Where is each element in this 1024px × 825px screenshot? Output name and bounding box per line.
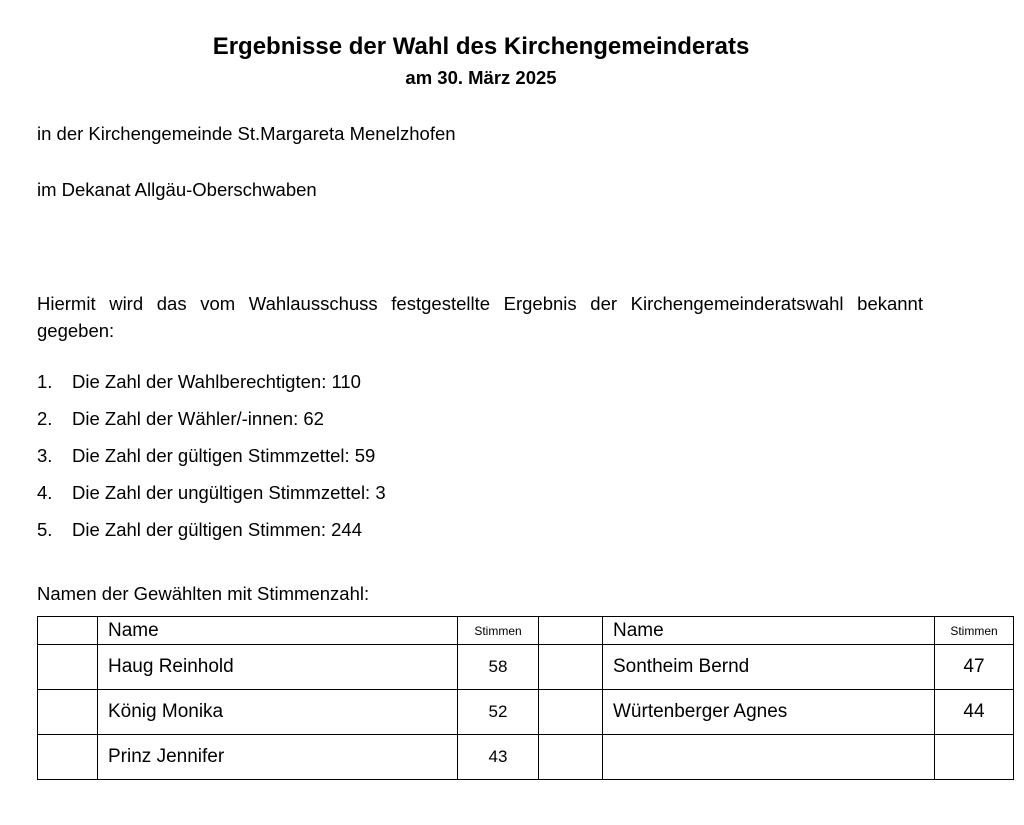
column-header-votes: Stimmen — [458, 617, 539, 645]
statistics-list — [37, 370, 386, 555]
list-item — [37, 481, 386, 518]
vote-count: 47 — [935, 645, 1014, 690]
table-cell — [38, 645, 98, 690]
table-row — [38, 690, 1014, 735]
list-item — [37, 518, 386, 555]
table-row — [38, 645, 1014, 690]
table-cell — [38, 617, 98, 645]
candidate-name: Prinz Jennifer — [98, 735, 458, 780]
list-item — [37, 370, 386, 407]
election-date: am 30. März 2025 — [405, 67, 557, 88]
list-number: 3. — [37, 445, 53, 466]
column-header-name: Name — [603, 617, 935, 645]
list-text: Die Zahl der Wähler/-innen: 62 — [72, 408, 324, 429]
list-text: Die Zahl der gültigen Stimmen: 244 — [72, 519, 362, 540]
table-cell — [38, 735, 98, 780]
list-text: Die Zahl der Wahlberechtigten: 110 — [72, 371, 361, 392]
vote-count: 43 — [458, 735, 539, 780]
list-item — [37, 407, 386, 444]
table-header-row — [38, 617, 1014, 645]
column-header-votes: Stimmen — [935, 617, 1014, 645]
elected-heading: Namen der Gewählten mit Stimmenzahl: — [37, 583, 370, 604]
column-header-name: Name — [98, 617, 458, 645]
deanery-line: im Dekanat Allgäu-Oberschwaben — [37, 179, 317, 200]
candidate-name: König Monika — [98, 690, 458, 735]
vote-count: 58 — [458, 645, 539, 690]
document-title: Ergebnisse der Wahl des Kirchengemeinderats — [212, 33, 750, 60]
vote-count — [935, 735, 1014, 780]
table-cell — [539, 645, 603, 690]
candidate-name — [603, 735, 935, 780]
candidate-name: Sontheim Bernd — [603, 645, 935, 690]
parish-line: in der Kirchengemeinde St.Margareta Menelzhofen — [37, 123, 456, 144]
list-text: Die Zahl der ungültigen Stimmzettel: 3 — [72, 482, 386, 503]
list-number: 1. — [37, 371, 53, 392]
list-number: 4. — [37, 482, 53, 503]
table-row — [38, 735, 1014, 780]
vote-count: 44 — [935, 690, 1014, 735]
table-cell — [539, 690, 603, 735]
intro-paragraph: Hiermit wird das vom Wahlausschuss festgestellte Ergebnis der Kirchengemeinderatswahl bekannt gegeben: — [37, 293, 923, 341]
vote-count: 52 — [458, 690, 539, 735]
candidate-name: Haug Reinhold — [98, 645, 458, 690]
table-cell — [38, 690, 98, 735]
table-cell — [539, 617, 603, 645]
candidate-name: Würtenberger Agnes — [603, 690, 935, 735]
list-number: 2. — [37, 408, 53, 429]
results-table — [37, 616, 1014, 780]
table-cell — [539, 735, 603, 780]
list-item — [37, 444, 386, 481]
list-text: Die Zahl der gültigen Stimmzettel: 59 — [72, 445, 376, 466]
list-number: 5. — [37, 519, 53, 540]
